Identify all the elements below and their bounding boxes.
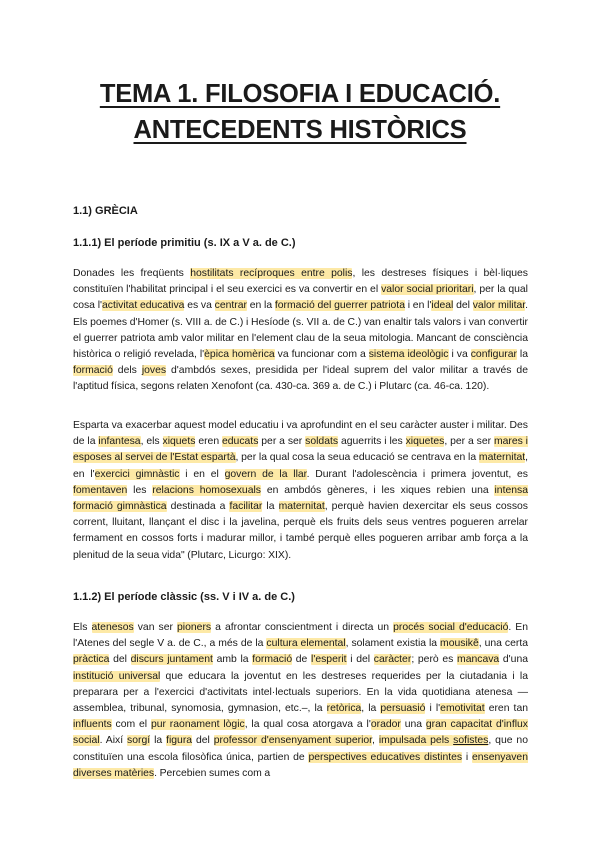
- highlighted-phrase: relacions homosexuals: [152, 484, 261, 496]
- highlighted-phrase: caràcter: [373, 654, 412, 666]
- text-run: van ser: [133, 622, 178, 633]
- text-run: del: [453, 300, 473, 312]
- text-run: aguerrits i les: [338, 436, 406, 448]
- text-run: dels: [112, 365, 142, 377]
- highlighted-phrase: xiquetes: [405, 436, 445, 448]
- highlighted-phrase: sistema ideològic: [368, 349, 449, 361]
- text-run: la: [150, 735, 167, 747]
- highlighted-phrase: figura: [166, 735, 193, 747]
- text-run: i del: [346, 654, 374, 666]
- text-run: , en l': [73, 452, 529, 480]
- highlighted-phrase: activitat educativa: [102, 300, 185, 312]
- highlighted-phrase: educats: [222, 436, 259, 448]
- text-run: d'una: [499, 654, 529, 666]
- document-title: [60, 76, 540, 148]
- text-run: per a ser: [258, 436, 306, 448]
- paragraph-1: [73, 266, 528, 396]
- highlighted-phrase: soldats: [305, 436, 339, 448]
- highlighted-phrase: professor d'ensenyament superior: [213, 735, 373, 747]
- text-run: , que no constituïen una escola filosòfica única, partien de: [73, 735, 528, 763]
- section-heading: 1.1) GRÈCIA: [73, 205, 138, 217]
- highlighted-phrase: sorgí: [127, 735, 151, 747]
- text-run: , la: [361, 703, 381, 715]
- text-run: les: [127, 484, 153, 496]
- highlighted-phrase: institució universal: [73, 670, 161, 682]
- highlighted-phrase: valor militar: [472, 300, 526, 312]
- text-run: . Durant l'adolescència i primera joventut, es: [306, 468, 529, 480]
- text-run: , per la qual cosa l': [73, 284, 528, 312]
- highlighted-phrase: èpica homèrica: [204, 349, 275, 361]
- text-run: , els: [140, 436, 163, 448]
- highlighted-phrase: hostilitats recíproques entre polis: [190, 268, 353, 279]
- highlighted-phrase: exercici gimnàstic: [94, 468, 180, 480]
- highlighted-phrase: gran capacitat d'influx social: [73, 719, 528, 747]
- text-run: amb la: [212, 654, 253, 666]
- text-run: i: [462, 751, 472, 763]
- text-run: la: [516, 349, 529, 361]
- highlighted-phrase: pràctica: [73, 654, 110, 666]
- text-run: , per la qual cosa la seua educació se centrava en la: [235, 452, 479, 464]
- text-run: en la: [246, 300, 275, 312]
- highlighted-phrase: centrar: [214, 300, 247, 312]
- text-run: destinada a: [166, 501, 230, 513]
- highlighted-phrase: sofistes: [453, 735, 489, 747]
- text-run: , una certa: [478, 638, 528, 650]
- text-run: , per a ser: [444, 436, 494, 448]
- highlighted-phrase: l'esperit: [311, 654, 347, 666]
- text-run: eren tan: [484, 703, 528, 715]
- highlighted-phrase: procés social d'educació: [393, 622, 509, 633]
- text-run: Donades les freqüents: [73, 268, 191, 279]
- paragraph-3: [73, 620, 528, 782]
- highlighted-phrase: cultura elemental: [266, 638, 346, 650]
- text-run: i en l': [404, 300, 432, 312]
- subsection-heading-primitive: 1.1.1) El període primitiu (s. IX a V a. de C.): [73, 237, 296, 249]
- text-run: ; però es: [411, 654, 458, 666]
- text-run: com el: [111, 719, 151, 731]
- highlighted-phrase: persuasió: [380, 703, 426, 715]
- highlighted-phrase: joves: [141, 365, 167, 377]
- text-run: . Percebien sumes com a: [154, 767, 271, 779]
- highlighted-phrase: mancava: [457, 654, 500, 666]
- highlighted-phrase: formació del guerrer patriota: [274, 300, 405, 312]
- text-run: . En l'Atenes del segle V a. de C., a més de la: [73, 622, 529, 650]
- text-run: i va: [448, 349, 471, 361]
- text-run: una: [400, 719, 426, 731]
- paragraph-2: [73, 418, 528, 564]
- text-run: i en el: [179, 468, 225, 480]
- highlighted-phrase: influents: [73, 719, 112, 731]
- text-run: que educara la joventut en les destreses requerides per la ciutadania i la preparara per a l'exercici d'activitats intel·lectuals superiors. En la vida quotidiana atenesa — assemblea, tribunal, synomosia, gymnasion, etc.–, la: [73, 670, 528, 715]
- highlighted-phrase: retòrica: [326, 703, 362, 715]
- highlighted-phrase: fomentaven: [73, 484, 128, 496]
- highlighted-phrase: perspectives educatives distintes: [308, 751, 463, 763]
- text-run: ,: [372, 735, 379, 747]
- subsection-heading-classic: 1.1.2) El període clàssic (ss. V i IV a. de C.): [73, 591, 295, 603]
- highlighted-phrase: ensenyaven diverses matèries: [73, 751, 528, 779]
- text-run: , la qual cosa atorgava a l': [244, 719, 371, 731]
- highlighted-phrase: mousikê: [440, 638, 479, 650]
- highlighted-phrase: pioners: [177, 622, 212, 633]
- highlighted-phrase: configurar: [470, 349, 517, 361]
- text-run: . Així: [99, 735, 128, 747]
- title-line-1: TEMA 1. FILOSOFIA I EDUCACIÓ.: [99, 80, 501, 108]
- title-line-2: ANTECEDENTS HISTÒRICS: [133, 116, 467, 144]
- highlighted-phrase: atenesos: [91, 622, 134, 633]
- text-run: en ambdós gèneres, i les xiques rebien una: [260, 484, 495, 496]
- text-run: . Els poemes d'Homer (s. VIII a. de C.) i Hesíode (s. VII a. de C.) van enaltir tals valors i van convertir el guerrer patriota amb valor militar en l'element clau de la seua mitologia. Mancant de consciència històrica o religió revelada, l': [73, 300, 529, 361]
- highlighted-phrase: ideal: [431, 300, 454, 312]
- text-run: a afrontar conscientment i directa un: [211, 622, 394, 633]
- text-run: , les destreses físiques i bèl·liques constituïen l'habilitat principal i el seu exercici es va convertir en el: [73, 268, 528, 296]
- text-run: va funcionar com a: [274, 349, 369, 361]
- highlighted-phrase: emotivitat: [440, 703, 485, 715]
- text-run: la: [262, 501, 279, 513]
- highlighted-phrase: impulsada pels: [378, 735, 454, 747]
- text-run: d'ambdós sexes, presidida per l'ideal suprem del valor militar a través de l'aptitud física, segons relaten Xenofont (ca. 430-ca. 369 a. de C.) i Plutarc (ca. 46-ca. 120).: [73, 365, 528, 393]
- highlighted-phrase: formació: [73, 365, 113, 377]
- text-run: del: [192, 735, 214, 747]
- highlighted-phrase: intensa formació gimnàstica: [73, 484, 528, 513]
- text-run: Esparta va exacerbar aquest model educatiu i va aprofundint en el seu caràcter auster i militar. Des de la: [73, 420, 528, 448]
- highlighted-phrase: mares i esposes al servei de l'Estat espartà: [73, 436, 528, 464]
- text-run: del: [109, 654, 131, 666]
- text-run: i l': [425, 703, 441, 715]
- text-run: de: [292, 654, 312, 666]
- text-run: es va: [184, 300, 215, 312]
- highlighted-phrase: infantesa: [98, 436, 141, 448]
- text-run: , solament existia la: [345, 638, 441, 650]
- highlighted-phrase: formació: [252, 654, 293, 666]
- highlighted-phrase: maternitat: [478, 452, 526, 464]
- highlighted-phrase: orador: [370, 719, 401, 731]
- highlighted-phrase: discurs juntament: [130, 654, 213, 666]
- text-run: Els: [73, 622, 92, 633]
- text-run: , perquè havien dexercitar els seus cossos corrent, lluitant, llançant el disc i la javelina, perquè els fruits dels seus ventres pogueren arrelar fermament en cossos forts i madurar millor, i també perquè elles pogueren arribar amb força a la plenitud de la seua vida" (Plutarc, Licurgo: XIX).: [73, 501, 528, 561]
- highlighted-phrase: valor social prioritari: [381, 284, 474, 296]
- highlighted-phrase: xiquets: [162, 436, 196, 448]
- highlighted-phrase: govern de la llar: [224, 468, 307, 480]
- highlighted-phrase: facilitar: [229, 501, 263, 513]
- highlighted-phrase: pur raonament lògic: [150, 719, 245, 731]
- highlighted-phrase: maternitat: [278, 501, 325, 513]
- text-run: eren: [195, 436, 222, 448]
